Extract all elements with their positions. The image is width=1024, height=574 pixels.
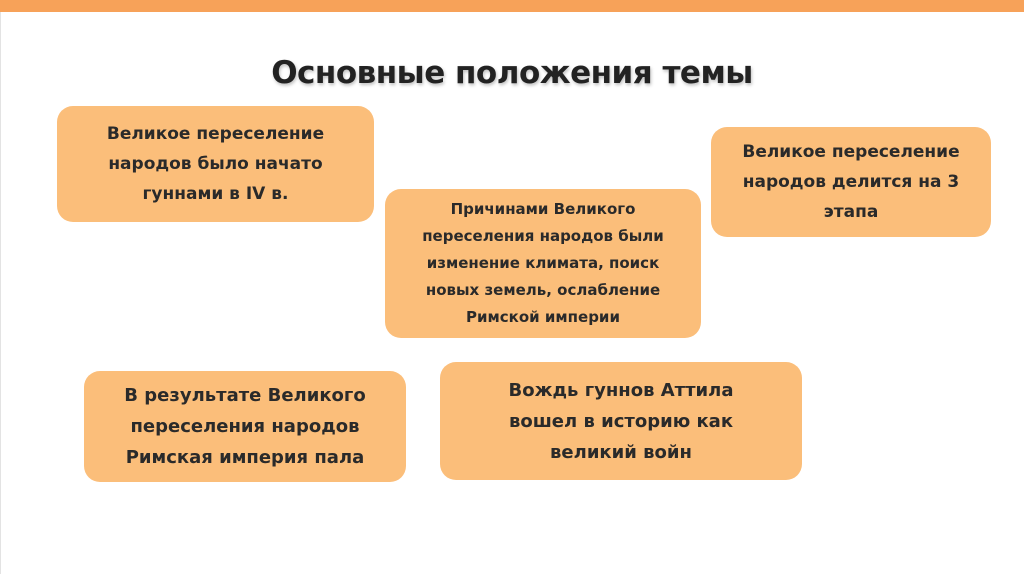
point-box-causes: Причинами Великого переселения народов были изменение климата, поиск новых земель, ослабление Римской империи [385,189,701,338]
point-box-attila: Вождь гуннов Аттила вошел в историю как великий войн [440,362,802,480]
top-accent-bar [0,0,1024,12]
left-edge-line [0,12,1,574]
point-box-result: В результате Великого переселения народов Римская империя пала [84,371,406,482]
point-box-three-stages: Великое переселение народов делится на 3 этапа [711,127,991,237]
slide-title: Основные положения темы [271,55,753,91]
point-box-huns-start: Великое переселение народов было начато гуннами в IV в. [57,106,374,222]
